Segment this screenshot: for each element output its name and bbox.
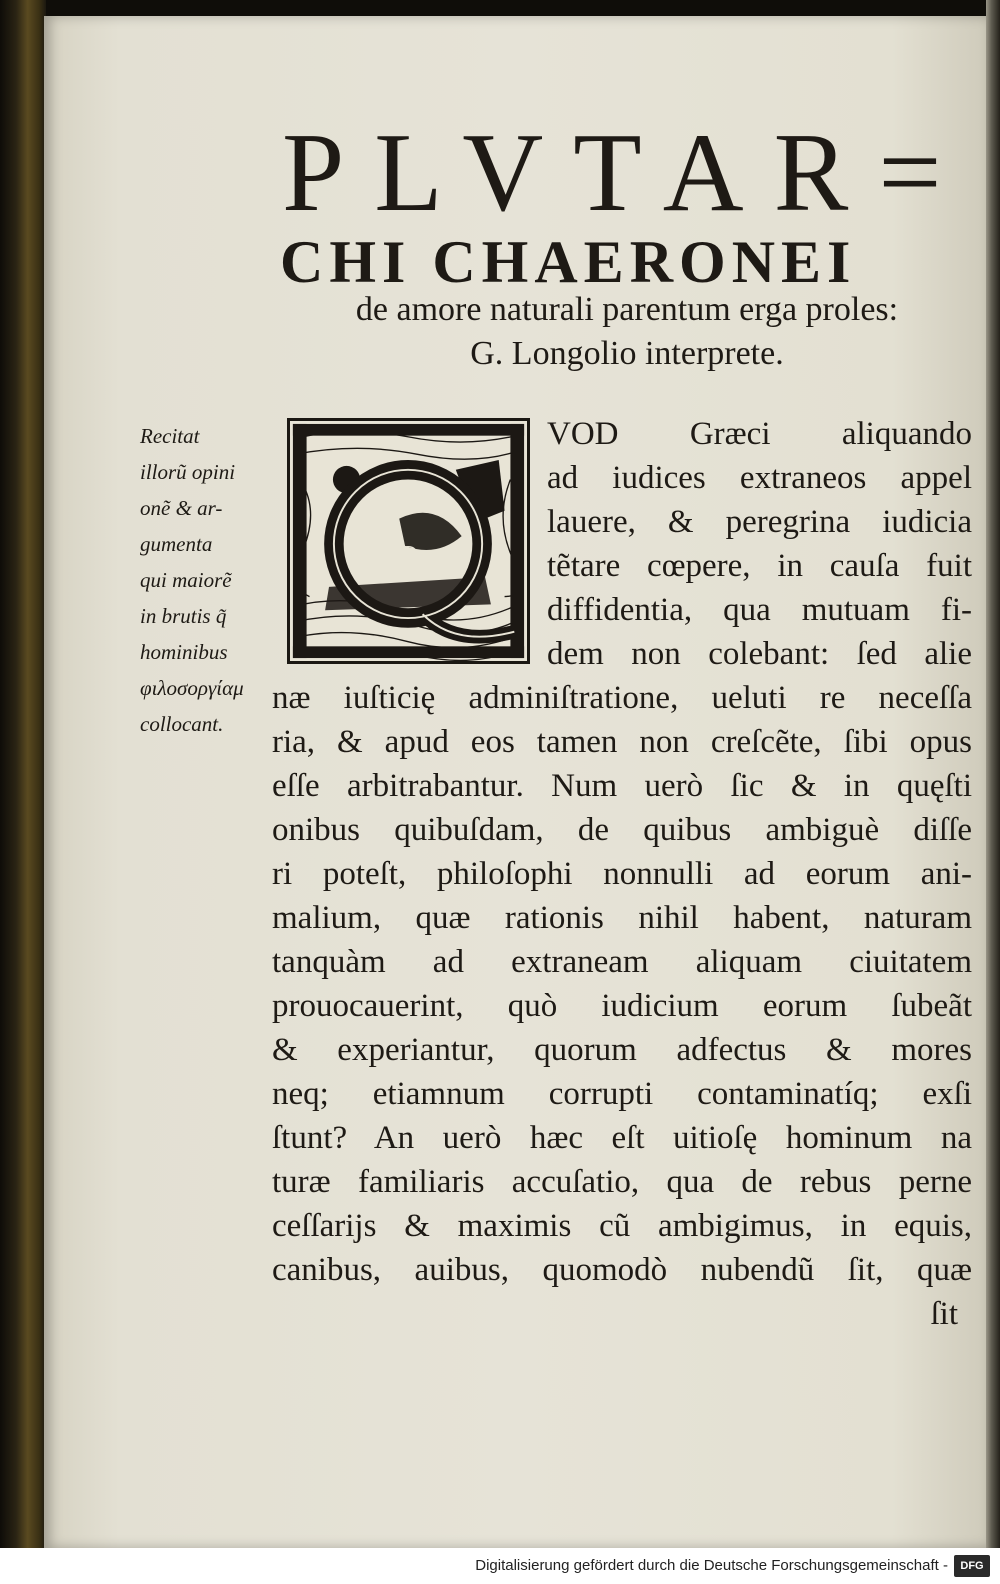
body-line: dem non colebant: ſed alie bbox=[547, 636, 972, 672]
body-line: onibus quibuſdam, de quibus ambiguè diſſe bbox=[272, 812, 972, 848]
body-line: ceſſarijs & maximis cũ ambigimus, in equis, bbox=[272, 1208, 972, 1244]
subtitle-line-1: de amore naturali parentum erga proles: bbox=[355, 291, 899, 328]
body-line: VOD Græci aliquando bbox=[547, 416, 972, 452]
marginal-line: qui maiorẽ bbox=[140, 568, 232, 592]
body-text bbox=[272, 412, 972, 1336]
marginal-note bbox=[140, 418, 268, 742]
title-line-1: PLVTAR= bbox=[282, 111, 972, 235]
marginal-line: Recitat bbox=[140, 424, 200, 448]
body-line: & experiantur, quorum adfectus & mores bbox=[272, 1032, 972, 1068]
body-line: lauere, & peregrina iudicia bbox=[547, 504, 972, 540]
marginal-line: onẽ & ar- bbox=[140, 496, 223, 520]
page-edge-shadow bbox=[986, 0, 1000, 1548]
subtitle-line-2: G. Longolio interprete. bbox=[470, 335, 784, 372]
footer-credit: Digitalisierung gefördert durch die Deutsche Forschungsgemeinschaft - bbox=[475, 1557, 948, 1574]
body-line: tanquàm ad extraneam aliquam ciuitatem bbox=[272, 944, 972, 980]
marginal-line: gumenta bbox=[140, 532, 213, 556]
marginal-line: in brutis q̃ bbox=[140, 604, 227, 628]
title-line-2: CHI CHAERONEI bbox=[280, 229, 857, 295]
body-line: eſſe arbitrabantur. Num uerò ſic & in quęſti bbox=[272, 768, 972, 804]
subtitle bbox=[282, 288, 972, 376]
book-spine bbox=[0, 0, 46, 1548]
body-line: ſtunt? An uerò hæc eſt uitioſę hominum na bbox=[272, 1120, 972, 1156]
body-line: ria, & apud eos tamen non creſcẽte, ſibi opus bbox=[272, 724, 972, 760]
marginal-line: collocant. bbox=[140, 712, 224, 736]
body-line: næ iuſticię adminiſtratione, ueluti re neceſſa bbox=[272, 680, 972, 716]
marginal-line: hominibus bbox=[140, 640, 228, 664]
body-line: turæ familiaris accuſatio, qua de rebus perne bbox=[272, 1164, 972, 1200]
marginal-line: illorũ opini bbox=[140, 460, 236, 484]
body-line: ri poteſt, philoſophi nonnulli ad eorum ani- bbox=[272, 856, 972, 892]
dfg-logo: DFG bbox=[954, 1555, 990, 1577]
catchword: ſit bbox=[930, 1296, 958, 1332]
body-line: prouocauerint, quò iudicium eorum ſubeãt bbox=[272, 988, 972, 1024]
body-line: canibus, auibus, quomodò nubendũ ſit, quæ bbox=[272, 1252, 972, 1288]
initial-letter: Q bbox=[397, 540, 419, 573]
body-line: ad iudices extraneos appel bbox=[547, 460, 972, 496]
digitization-footer bbox=[0, 1548, 1000, 1584]
body-line: diffidentia, qua mutuam fi- bbox=[547, 592, 972, 628]
marginal-line: φιλοσοργίαμ bbox=[140, 676, 244, 700]
body-line: tẽtare cœpere, in cauſa fuit bbox=[547, 548, 972, 584]
body-line: malium, quæ rationis nihil habent, naturam bbox=[272, 900, 972, 936]
body-line: neq; etiamnum corrupti contaminatíq; exſi bbox=[272, 1076, 972, 1112]
